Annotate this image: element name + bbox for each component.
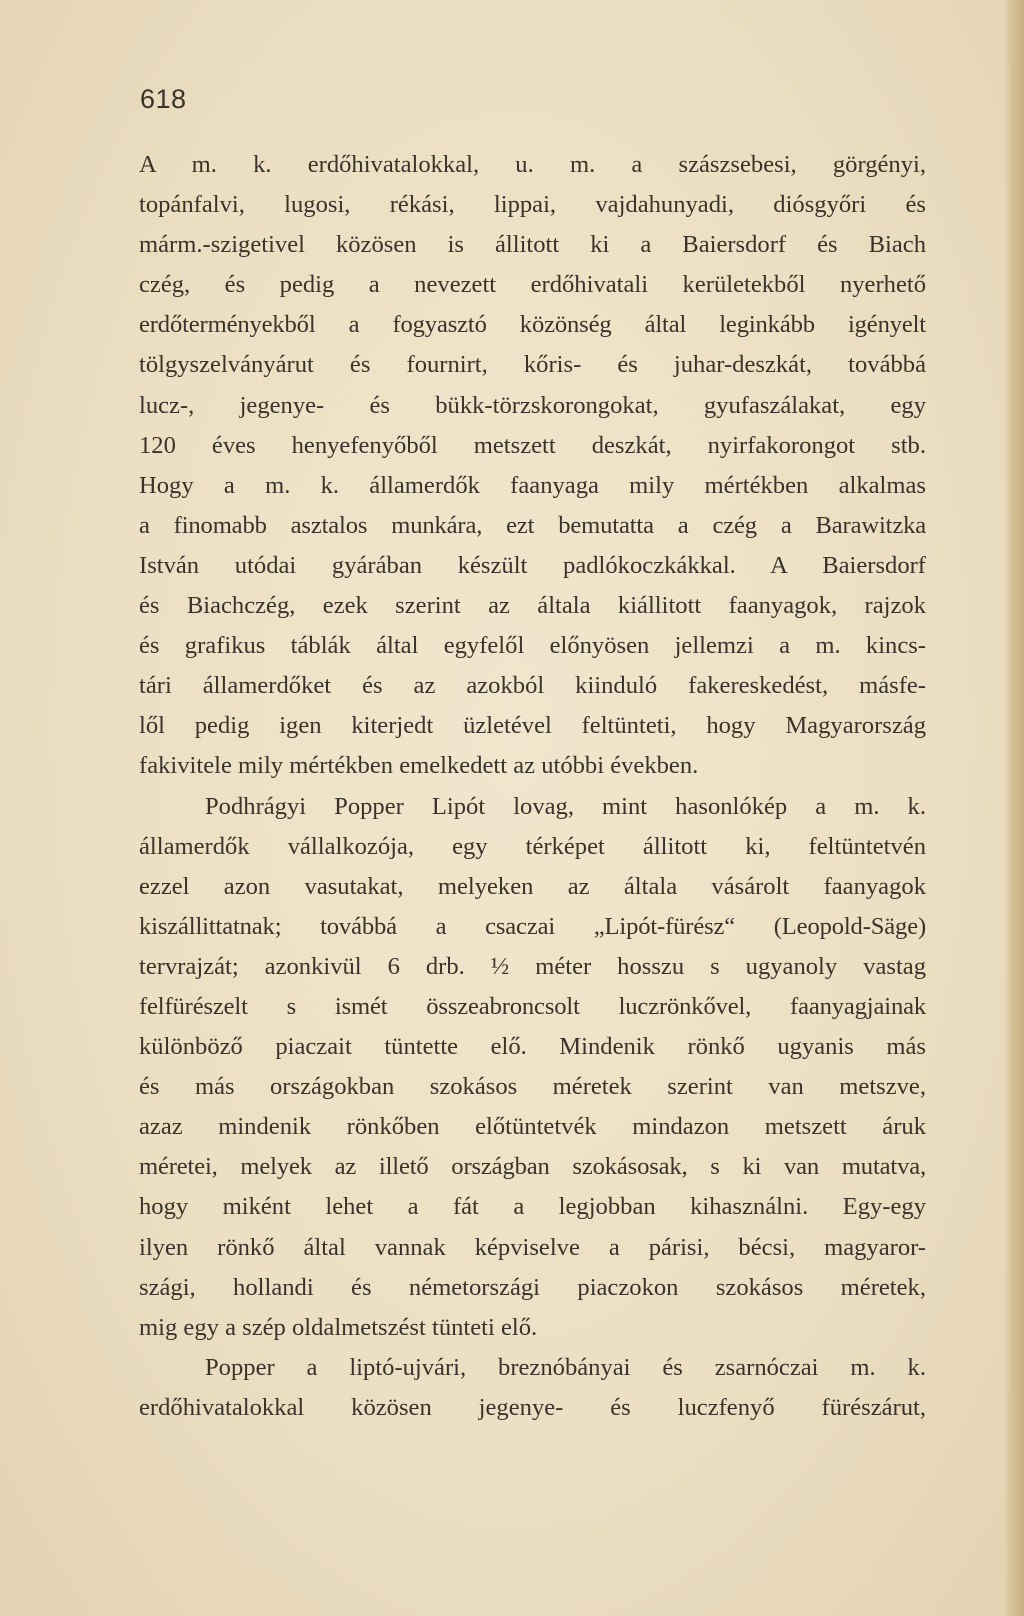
text-line: István utódai gyárában készült padlókoczkákkal. A Baiersdorf [139, 551, 926, 579]
text-line: és Biachczég, ezek szerint az általa kiállitott faanyagok, rajzok [139, 592, 926, 620]
text-line: ezzel azon vasutakat, melyeken az általa vásárolt faanyagok [139, 872, 926, 900]
text-line: erdőterményekből a fogyasztó közönség által leginkább igényelt [139, 311, 926, 339]
text-line: Hogy a m. k. államerdők faanyaga mily mértékben alkalmas [139, 471, 926, 499]
text-line: és grafikus táblák által egyfelől előnyösen jellemzi a m. kincs- [139, 632, 926, 660]
text-line: tölgyszelványárut és fournirt, kőris- és juhar-deszkát, továbbá [139, 351, 926, 379]
text-line: erdőhivatalokkal közösen jegenye- és luczfenyő fürészárut, [139, 1393, 926, 1421]
text-line: államerdők vállalkozója, egy térképet állitott ki, feltüntetvén [139, 832, 926, 860]
paragraph-start-line: Popper a liptó-ujvári, breznóbányai és zsarnóczai m. k. [205, 1353, 926, 1381]
text-line: fakivitele mily mértékben emelkedett az utóbbi években. [139, 752, 699, 780]
text-line: felfürészelt s ismét összeabroncsolt luczrönkővel, faanyagjainak [139, 992, 926, 1020]
text-line: hogy miként lehet a fát a legjobban kihasználni. Egy-egy [139, 1193, 926, 1221]
text-line: és más országokban szokásos méretek szerint van metszve, [139, 1073, 926, 1101]
text-line: szági, hollandi és németországi piaczokon szokásos méretek, [139, 1273, 926, 1301]
text-line: lucz-, jegenye- és bükk-törzskorongokat, gyufaszálakat, egy [139, 391, 926, 419]
text-line: kiszállittatnak; továbbá a csaczai „Lipót-fürész“ (Leopold-Säge) [139, 912, 926, 940]
page-edge-shadow [1004, 0, 1024, 1616]
text-line: tári államerdőket és az azokból kiinduló fakereskedést, másfe- [139, 672, 926, 700]
body-text [139, 145, 926, 1428]
page-number: 618 [140, 84, 187, 114]
text-line: tervrajzát; azonkivül 6 drb. ½ méter hosszu s ugyanoly vastag [139, 952, 926, 980]
text-line: mig egy a szép oldalmetszést tünteti elő. [139, 1313, 538, 1341]
text-line: 120 éves henyefenyőből metszett deszkát, nyirfakorongot stb. [139, 431, 926, 459]
text-line: A m. k. erdőhivatalokkal, u. m. a szászsebesi, görgényi, [139, 151, 926, 178]
text-line: czég, és pedig a nevezett erdőhivatali kerületekből nyerhető [139, 271, 926, 299]
text-line: lől pedig igen kiterjedt üzletével feltünteti, hogy Magyarország [139, 712, 926, 740]
text-line: márm.-szigetivel közösen is állitott ki a Baiersdorf és Biach [139, 231, 926, 259]
text-line: ilyen rönkő által vannak képviselve a párisi, bécsi, magyaror- [139, 1233, 926, 1261]
text-line: topánfalvi, lugosi, rékási, lippai, vajdahunyadi, diósgyőri és [139, 191, 926, 219]
text-line: a finomabb asztalos munkára, ezt bemutatta a czég a Barawitzka [139, 511, 926, 539]
text-line: különböző piaczait tüntette elő. Mindenik rönkő ugyanis más [139, 1033, 926, 1061]
text-line: azaz mindenik rönkőben előtüntetvék mindazon metszett áruk [139, 1113, 926, 1141]
paragraph-start-line: Podhrágyi Popper Lipót lovag, mint hasonlókép a m. k. [205, 792, 926, 820]
text-line: méretei, melyek az illető országban szokásosak, s ki van mutatva, [139, 1153, 926, 1181]
